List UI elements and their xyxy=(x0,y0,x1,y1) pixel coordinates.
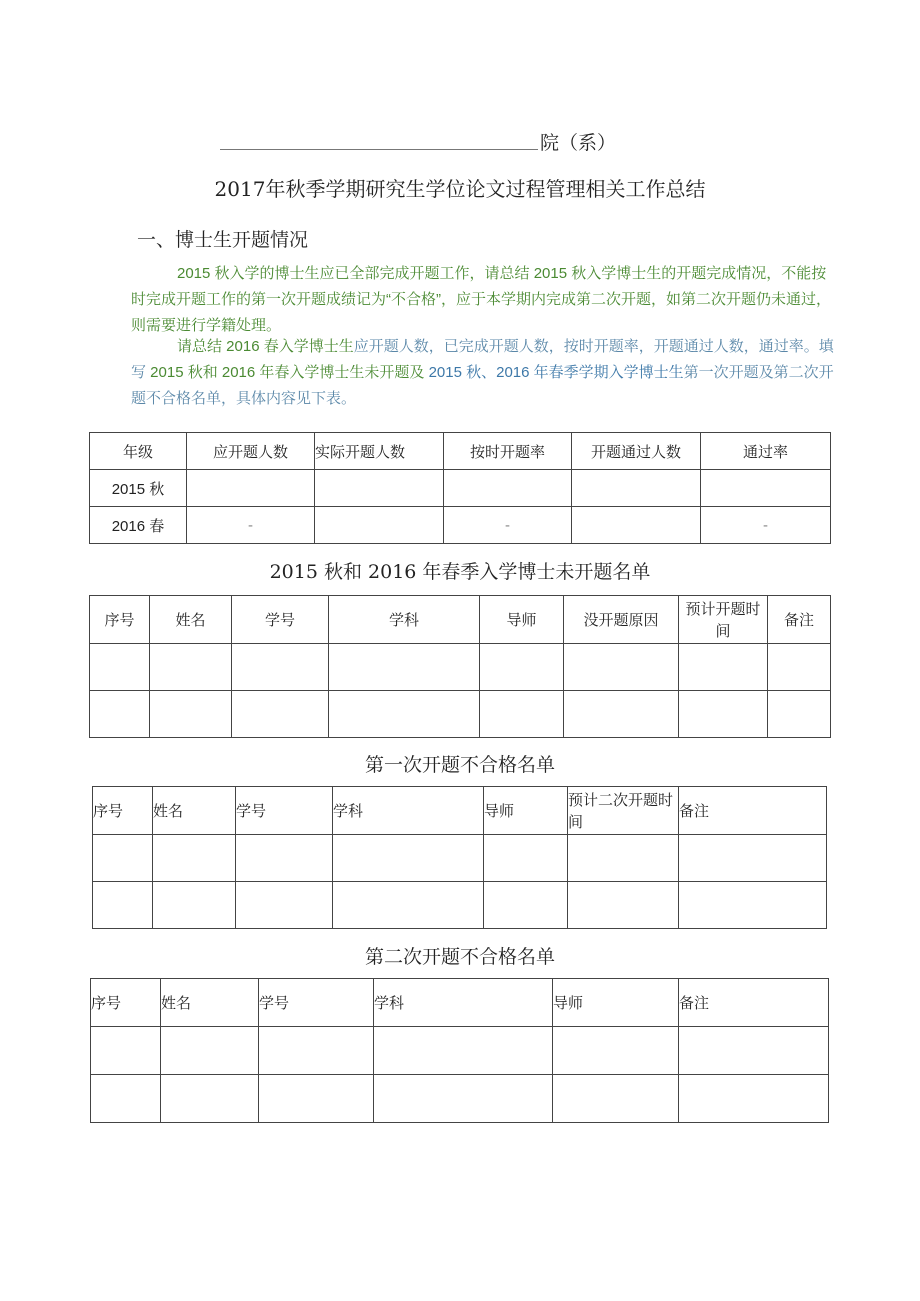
summary-table xyxy=(89,432,831,544)
table-cell[interactable] xyxy=(150,644,232,691)
header-cell: 没开题原因 xyxy=(564,596,679,644)
first-fail-table-title: 第一次开题不合格名单 xyxy=(364,754,555,776)
second-fail-table-title: 第二次开题不合格名单 xyxy=(364,946,555,968)
header-cell: 姓名 xyxy=(150,596,232,644)
header-cell: 通过率 xyxy=(701,433,831,470)
department-blank-underline xyxy=(220,149,538,150)
department-field[interactable] xyxy=(220,128,617,154)
table-cell[interactable] xyxy=(679,1075,829,1123)
header-cell: 导师 xyxy=(480,596,564,644)
table-cell[interactable] xyxy=(480,691,564,738)
table-header-row xyxy=(91,979,829,1027)
header-cell: 姓名 xyxy=(161,979,259,1027)
instruction-paragraph-2 xyxy=(131,334,837,412)
instruction-line: 如第二次开题仍未通过，则需要进行学籍处理。 xyxy=(131,291,832,334)
table-cell[interactable] xyxy=(187,470,315,507)
table-cell: - xyxy=(444,507,572,544)
table-header-row xyxy=(93,787,827,835)
header-cell: 应开题人数 xyxy=(187,433,315,470)
table-cell: - xyxy=(701,507,831,544)
header-cell: 开题通过人数 xyxy=(572,433,701,470)
header-cell: 导师 xyxy=(484,787,568,835)
grade-cell: 2015 秋 xyxy=(90,470,187,507)
instruction-segment: 2015 秋、2016 年春季学期入学博士生 xyxy=(424,364,684,381)
header-cell: 按时开题率 xyxy=(444,433,572,470)
grade-cell: 2016 春 xyxy=(90,507,187,544)
table-cell[interactable] xyxy=(315,470,444,507)
header-cell: 学号 xyxy=(232,596,329,644)
instruction-segment: 通过率。填写 xyxy=(131,338,834,381)
header-cell: 序号 xyxy=(91,979,161,1027)
header-cell: 序号 xyxy=(93,787,153,835)
not-started-table xyxy=(89,595,831,738)
table-cell[interactable] xyxy=(564,691,679,738)
table-row xyxy=(91,1027,829,1075)
header-cell: 备注 xyxy=(768,596,831,644)
table-cell[interactable] xyxy=(90,644,150,691)
table-cell[interactable] xyxy=(572,470,701,507)
header-cell: 预计开题时间 xyxy=(679,596,768,644)
table-cell[interactable] xyxy=(161,1027,259,1075)
instruction-line: 2015 秋入学的博士生应已全部完成开题工作，请总结 2015 秋入学博士生的开题完成情 xyxy=(177,265,752,282)
table-cell[interactable] xyxy=(572,507,701,544)
table-cell[interactable] xyxy=(333,882,484,929)
table-cell: - xyxy=(187,507,315,544)
table-cell[interactable] xyxy=(553,1075,679,1123)
not-started-table-title: 2015 秋和 2016 年春季入学博士未开题名单 xyxy=(269,561,651,583)
header-cell: 学号 xyxy=(236,787,333,835)
table-cell[interactable] xyxy=(90,691,150,738)
instruction-paragraph-1 xyxy=(131,261,837,339)
header-cell: 学号 xyxy=(259,979,374,1027)
table-row xyxy=(90,507,831,544)
table-cell[interactable] xyxy=(259,1075,374,1123)
header-cell: 备注 xyxy=(679,787,827,835)
table-cell[interactable] xyxy=(679,1027,829,1075)
header-cell: 学科 xyxy=(333,787,484,835)
section-heading: 一、博士生开题情况 xyxy=(137,229,309,251)
table-row xyxy=(93,882,827,929)
table-cell[interactable] xyxy=(329,691,480,738)
table-row xyxy=(90,691,831,738)
table-cell[interactable] xyxy=(679,691,768,738)
table-cell[interactable] xyxy=(374,1027,553,1075)
instruction-segment: 请总结 2016 春入学博士生 xyxy=(177,338,354,355)
table-row xyxy=(90,470,831,507)
table-cell[interactable] xyxy=(91,1027,161,1075)
table-cell[interactable] xyxy=(333,835,484,882)
table-cell[interactable] xyxy=(679,882,827,929)
table-cell[interactable] xyxy=(153,835,236,882)
table-cell[interactable] xyxy=(701,470,831,507)
table-cell[interactable] xyxy=(484,882,568,929)
header-cell: 学科 xyxy=(329,596,480,644)
table-row xyxy=(91,1075,829,1123)
table-cell[interactable] xyxy=(93,882,153,929)
instruction-segment: 2015 秋和 2016 年春入学博士生未开题及 xyxy=(150,364,425,381)
document-title: 2017年秋季学期研究生学位论文过程管理相关工作总结 xyxy=(214,177,706,201)
table-cell[interactable] xyxy=(236,835,333,882)
table-row xyxy=(90,644,831,691)
header-cell: 学科 xyxy=(374,979,553,1027)
table-cell[interactable] xyxy=(374,1075,553,1123)
table-cell[interactable] xyxy=(564,644,679,691)
second-fail-table xyxy=(90,978,829,1123)
department-label: 院（系） xyxy=(540,132,617,154)
table-cell[interactable] xyxy=(236,882,333,929)
table-cell[interactable] xyxy=(553,1027,679,1075)
header-cell: 年级 xyxy=(90,433,187,470)
table-cell[interactable] xyxy=(232,691,329,738)
table-cell[interactable] xyxy=(232,644,329,691)
table-header-row xyxy=(90,433,831,470)
header-cell: 导师 xyxy=(553,979,679,1027)
header-cell: 序号 xyxy=(90,596,150,644)
table-cell[interactable] xyxy=(444,470,572,507)
header-cell: 预计二次开题时间 xyxy=(568,787,679,835)
instruction-line: 况，不能按时完成开题工作的第一次开题成绩记为“不合格”，应于本学期内完成第二次开题， xyxy=(131,265,827,308)
instruction-segment: 第一次开题及第二次开题不合格名单，具体内容见下表。 xyxy=(131,364,834,407)
first-fail-table xyxy=(92,786,827,929)
table-cell[interactable] xyxy=(153,882,236,929)
table-cell[interactable] xyxy=(768,644,831,691)
instruction-segment: 应开题人数，已完成开题人数，按时开题率，开题通过人数， xyxy=(353,338,759,355)
table-header-row xyxy=(90,596,831,644)
table-cell[interactable] xyxy=(679,644,768,691)
table-cell[interactable] xyxy=(161,1075,259,1123)
header-cell: 备注 xyxy=(679,979,829,1027)
table-row xyxy=(93,835,827,882)
table-cell[interactable] xyxy=(768,691,831,738)
table-cell[interactable] xyxy=(568,882,679,929)
header-cell: 姓名 xyxy=(153,787,236,835)
table-cell[interactable] xyxy=(484,835,568,882)
table-cell[interactable] xyxy=(93,835,153,882)
table-cell[interactable] xyxy=(150,691,232,738)
table-cell[interactable] xyxy=(329,644,480,691)
header-cell: 实际开题人数 xyxy=(315,433,444,470)
table-cell[interactable] xyxy=(679,835,827,882)
table-cell[interactable] xyxy=(91,1075,161,1123)
table-cell[interactable] xyxy=(259,1027,374,1075)
table-cell[interactable] xyxy=(315,507,444,544)
table-cell[interactable] xyxy=(480,644,564,691)
table-cell[interactable] xyxy=(568,835,679,882)
